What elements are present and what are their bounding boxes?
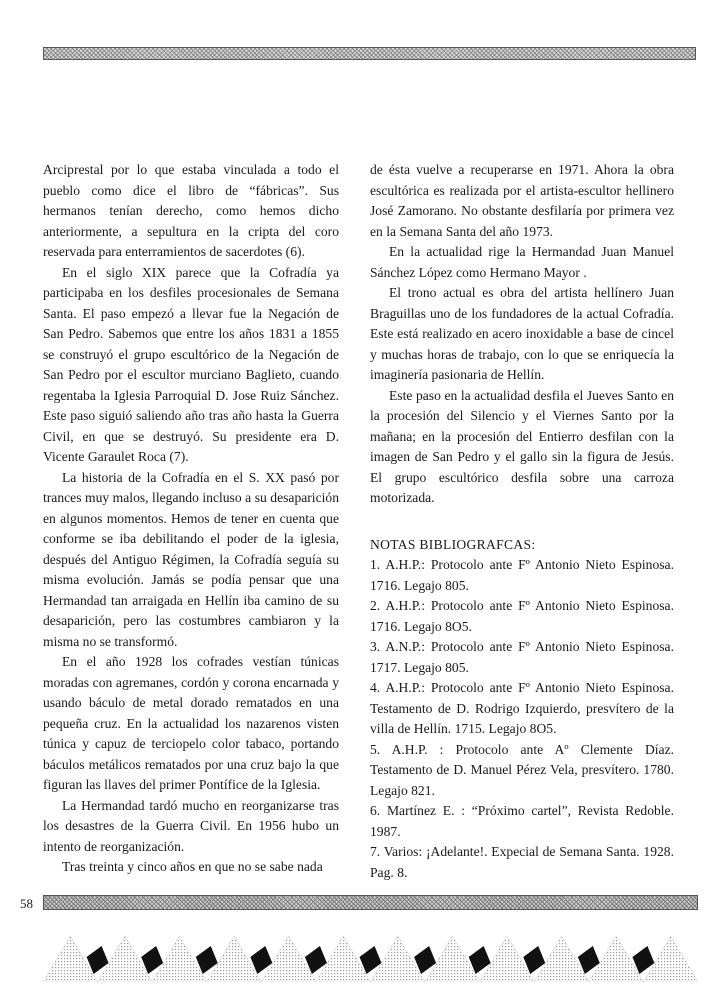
top-decorative-band (43, 47, 696, 60)
bibliography-note: 2. A.H.P.: Protocolo ante Fº Antonio Nieto Espinosa. 1716. Legajo 8O5. (370, 598, 674, 634)
paragraph: Este paso en la actualidad desfila el Jueves Santo en la procesión del Silencio y el Viernes Santo por la mañana; en la procesión del Entierro desfilan con la imagen de San Pedro y el gallo sin la figura de Jesús. El grupo escultórico desfila sobre una carroza motorizada. (370, 387, 674, 505)
paragraph: Tras treinta y cinco años en que no se sabe nada (62, 859, 323, 874)
bottom-decorative-band (43, 895, 698, 910)
paragraph: Arciprestal por lo que estaba vinculada a todo el pueblo como dice el libro de “fábricas”. Sus hermanos tenían derecho, como hemos dicho anteriormente, a sepultura en la cripta del coro reservada para enterramientos de sacerdotes (6). (43, 162, 339, 259)
paragraph: En el siglo XIX parece que la Cofradía ya participaba en los desfiles procesionales de Semana Santa. El paso empezó a llevar fue la Negación de San Pedro. Sabemos que entre los años 1831 a 1855 se construyó el grupo escultórico de la Negación de San Pedro por el escultor murciano Baglieto, cuando regentaba la Iglesia Parroquial D. Jose Ruiz Sánchez. Este paso siguió saliendo año tras año hasta la Guerra Civil, en que se destruyó. Su presidente era D. Vicente Garaulet Roca (7). (43, 264, 339, 464)
bibliography-note: 6. Martínez E. : “Próximo cartel”, Revista Redoble. 1987. (370, 803, 674, 839)
paragraph: En el año 1928 los cofrades vestían túnicas moradas con agremanes, cordón y corona encarnada y usando báculo de metal dorado rematados en una pequeña cruz. En la actualidad los nazarenos visten túnica y capuz de terciopelo color tabaco, portando báculos metálicos rematados por una cruz bajo la que figuran las llaves del primer Pontífice de la Iglesia. (43, 654, 339, 792)
bibliography-note: 7. Varios: ¡Adelante!. Expecial de Semana Santa. 1928. Pag. 8. (370, 844, 674, 880)
bibliography-note: 3. A.N.P.: Protocolo ante Fº Antonio Nieto Espinosa. 1717. Legajo 805. (370, 639, 674, 675)
paragraph: La Hermandad tardó mucho en reorganizarse tras los desastres de la Guerra Civil. En 1956 hubo un intento de reorganización. (43, 797, 339, 854)
page-number: 58 (20, 896, 33, 911)
paragraph: En la actualidad rige la Hermandad Juan Manuel Sánchez López como Hermano Mayor . (370, 244, 674, 280)
diamond-border-ornament (43, 922, 698, 982)
paragraph: La historia de la Cofradía en el S. XX pasó por trances muy malos, llegando incluso a su desaparición en algunos momentos. Hemos de tener en cuenta que conforme se iba debilitando el poder de la iglesia, después del Antiguo Régimen, la Cofradía seguía su misma evolución. Jamás se podía pensar que una Hermandad tan arraigada en Hellín iba camino de su desaparición, pero las costumbres cambiaron y la misma no se transformó. (43, 469, 339, 649)
paragraph: El trono actual es obra del artista hellínero Juan Braguillas uno de los fundadores de la actual Cofradía. Este está realizado en acero inoxidable a base de cincel y muchas horas de trabajo, con lo que se enriquecía la imaginería pasionaria de Hellín. (370, 285, 674, 382)
paragraph: de ésta vuelve a recuperarse en 1971. Ahora la obra escultórica es realizada por el artista-escultor hellinero José Zamorano. No obstante desfilaría por primera vez en la Semana Santa del año 1973. (370, 162, 674, 239)
bibliography-note: 5. A.H.P. : Protocolo ante Aº Clemente Díaz. Testamento de D. Manuel Pérez Vela, presvítero. 1780. Legajo 821. (370, 741, 674, 798)
left-text-column (43, 160, 339, 878)
bibliography-note: 1. A.H.P.: Protocolo ante Fº Antonio Nieto Espinosa. 1716. Legajo 805. (370, 557, 674, 593)
notes-heading: NOTAS BIBLIOGRAFCAS: (370, 536, 536, 552)
right-text-column (370, 160, 674, 883)
bibliography-note: 4. A.H.P.: Protocolo ante Fº Antonio Nieto Espinosa. Testamento de D. Rodrigo Izquierdo, presvítero de la villa de Hellín. 1715. Legajo 8O5. (370, 680, 674, 736)
